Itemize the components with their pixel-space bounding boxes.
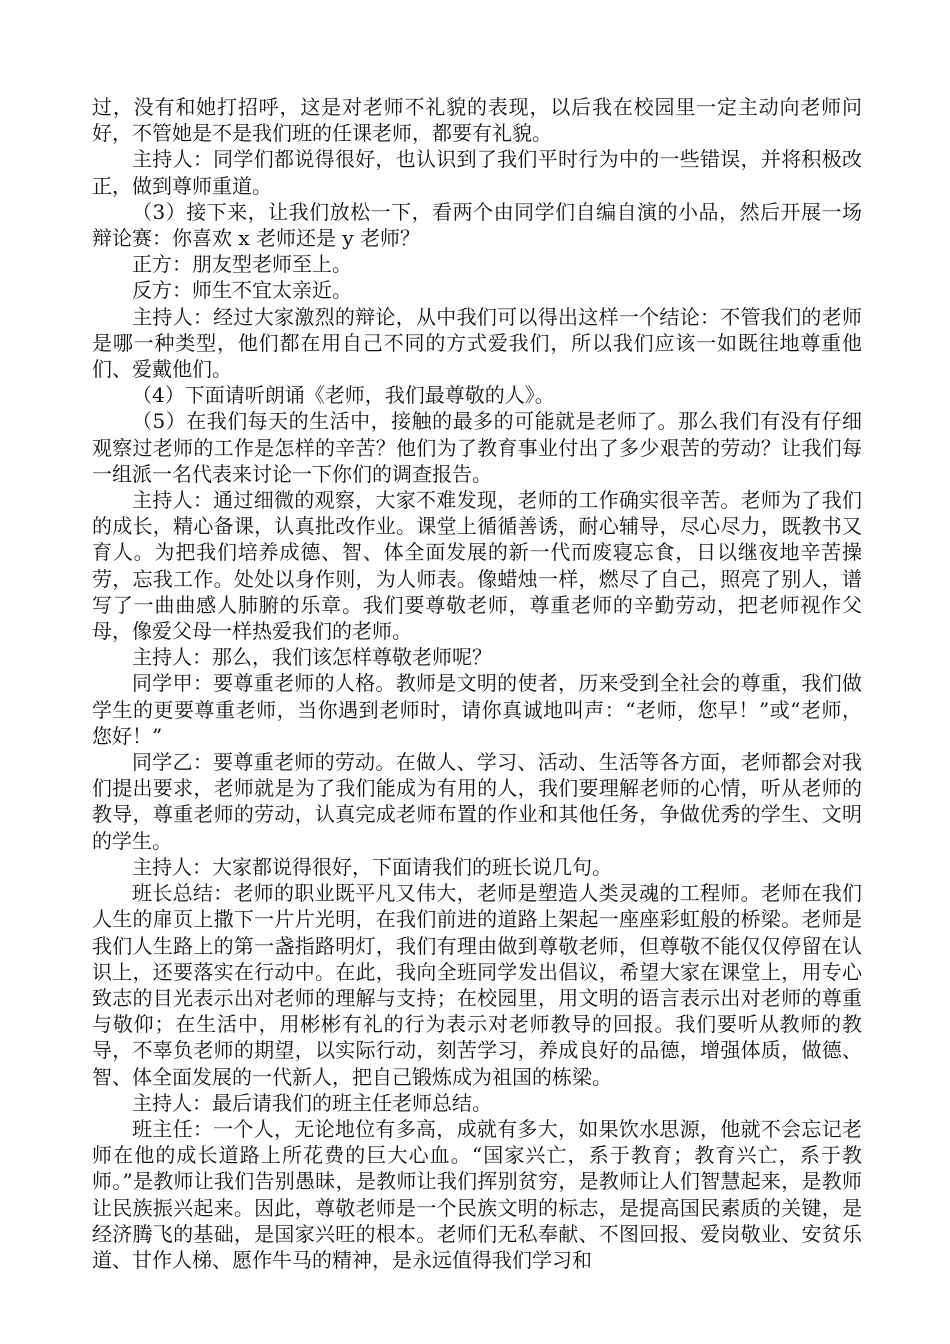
paragraph-16: 班主任：一个人，无论地位有多高，成就有多大，如果饮水思源，他就不会忘记老师在他的成长道路上所花费的巨大心血。“国家兴亡，系于教育；教育兴亡，系于教师。”是教师让我们告别愚昧，是教师让我们挥别贫穷，是教师让人们智慧起来，是教师让民族振兴起来。因此，尊敬老师是一个民族文明的标志，是提高国民素质的关键，是经济腾飞的基础，是国家兴旺的根本。老师们无私奉献、不图回报、爱岗敬业、安贫乐道、甘作人梯、愿作牛马的精神，是永远值得我们学习和 — [92, 1116, 862, 1272]
paragraph-2: 主持人：同学们都说得很好，也认识到了我们平时行为中的一些错误，并将积极改正，做到尊师重道。 — [92, 147, 862, 198]
paragraph-4: 正方：朋友型老师至上。 — [132, 252, 352, 277]
paragraph-8: （5）在我们每天的生活中，接触的最多的可能就是老师了。那么我们有没有仔细观察过老师的工作是怎样的辛苦？他们为了教育事业付出了多少艰苦的劳动？让我们每一组派一名代表来讨论一下你们的调查报告。 — [92, 409, 862, 486]
document-page — [92, 94, 862, 1273]
paragraph-9: 主持人：通过细微的观察，大家不难发现，老师的工作确实很辛苦。老师为了我们的成长，精心备课，认真批改作业。课堂上循循善诱，耐心辅导，尽心尽力，既教书又育人。为把我们培养成德、智、体全面发展的新一代而废寝忘食，日以继夜地辛苦操劳，忘我工作。处处以身作则，为人师表。像蜡烛一样，燃尽了自己，照亮了别人，谱写了一曲曲感人肺腑的乐章。我们要尊敬老师，尊重老师的辛勤劳动，把老师视作父母，像爱父母一样热爱我们的老师。 — [92, 488, 862, 644]
paragraph-3: （3）接下来，让我们放松一下，看两个由同学们自编自演的小品，然后开展一场辩论赛：你喜欢 x 老师还是 y 老师？ — [92, 199, 862, 251]
paragraph-12: 同学乙：要尊重老师的劳动。在做人、学习、活动、生活等各方面，老师都会对我们提出要求，老师就是为了我们能成为有用的人，我们要理解老师的心情，听从老师的教导，尊重老师的劳动，认真完成老师布置的作业和其他任务，争做优秀的学生、文明的学生。 — [92, 750, 862, 853]
paragraph-5: 反方：师生不宜太亲近。 — [132, 278, 352, 303]
paragraph-15: 主持人：最后请我们的班主任老师总结。 — [132, 1090, 492, 1115]
paragraph-1: 过，没有和她打招呼，这是对老师不礼貌的表现，以后我在校园里一定主动向老师问好，不管她是不是我们班的任课老师，都要有礼貌。 — [92, 95, 862, 146]
paragraph-11: 同学甲：要尊重老师的人格。教师是文明的使者，历来受到全社会的尊重，我们做学生的更要尊重老师，当你遇到老师时，请你真诚地叫声：“老师，您早！”或“老师，您好！” — [92, 671, 862, 748]
paragraph-10: 主持人：那么，我们该怎样尊敬老师呢？ — [132, 645, 492, 670]
paragraph-14: 班长总结：老师的职业既平凡又伟大，老师是塑造人类灵魂的工程师。老师在我们人生的扉页上撒下一片片光明，在我们前进的道路上架起一座座彩虹般的桥梁。老师是我们人生路上的第一盏指路明灯，我们有理由做到尊敬老师，但尊敬不能仅仅停留在认识上，还要落实在行动中。在此，我向全班同学发出倡议，希望大家在课堂上，用专心致志的目光表示出对老师的理解与支持；在校园里，用文明的语言表示出对老师的尊重与敬仰；在生活中，用彬彬有礼的行为表示对老师教导的回报。我们要听从教师的教导，不辜负老师的期望，以实际行动，刻苦学习，养成良好的品德，增强体质，做德、智、体全面发展的一代新人，把自己锻炼成为祖国的栋梁。 — [92, 881, 862, 1089]
paragraph-7: （4）下面请听朗诵《老师，我们最尊敬的人》。 — [132, 383, 555, 408]
paragraph-13: 主持人：大家都说得很好，下面请我们的班长说几句。 — [132, 854, 612, 879]
paragraph-6: 主持人：经过大家激烈的辩论，从中我们可以得出这样一个结论：不管我们的老师是哪一种类型，他们都在用自己不同的方式爱我们，所以我们应该一如既往地尊重他们、爱戴他们。 — [92, 304, 862, 382]
